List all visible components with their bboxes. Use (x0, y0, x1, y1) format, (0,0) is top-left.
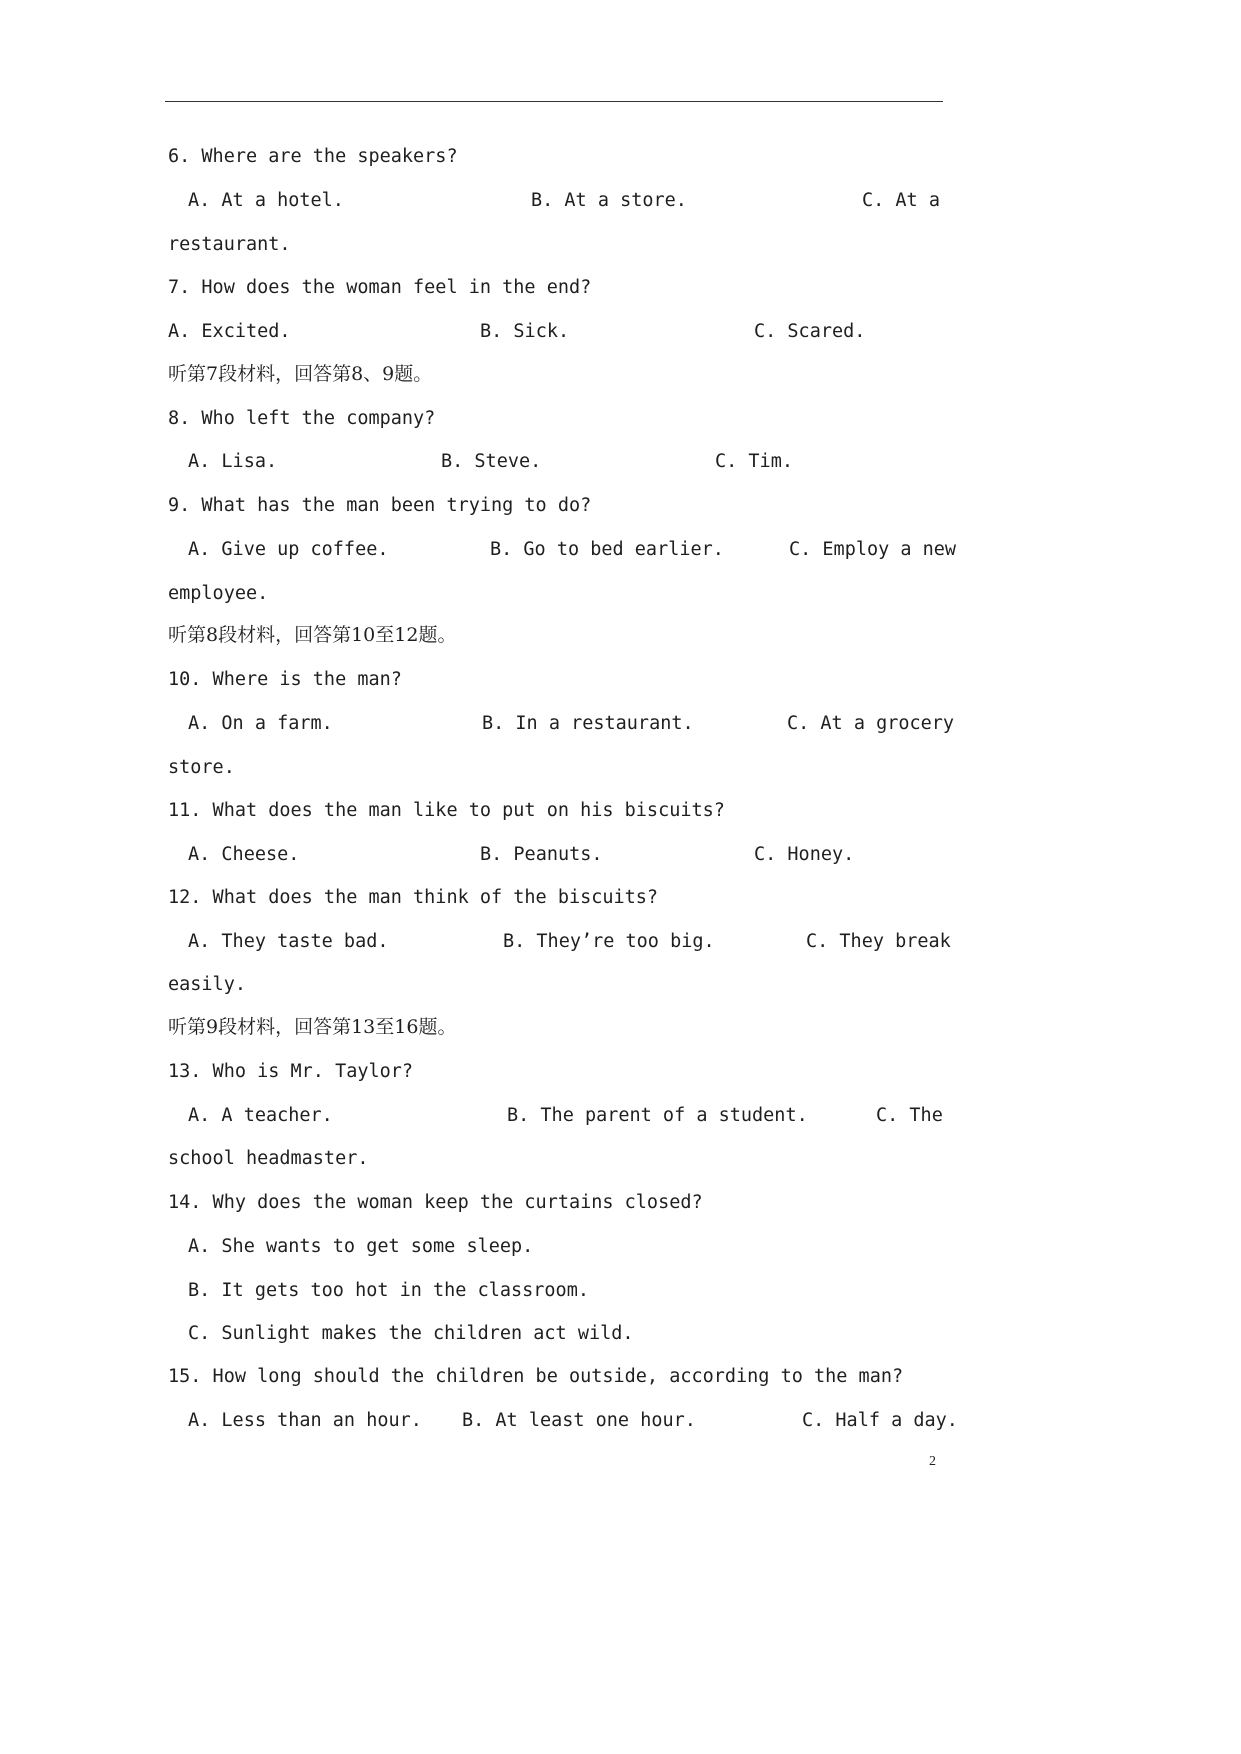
q8-option-a: A. Lisa. (188, 451, 278, 472)
question-14: 14. Why does the woman keep the curtains closed? (168, 1192, 703, 1213)
q7-option-a: A. Excited. (168, 321, 291, 342)
q8-option-b: B. Steve. (441, 451, 542, 472)
q7-option-b: B. Sick. (480, 321, 570, 342)
q13-option-b: B. The parent of a student. (507, 1105, 808, 1126)
q6-option-a: A. At a hotel. (188, 190, 344, 211)
q14-option-a: A. She wants to get some sleep. (188, 1236, 534, 1257)
header-rule (165, 101, 943, 102)
question-8: 8. Who left the company? (168, 408, 436, 429)
q10-option-b: B. In a restaurant. (482, 713, 694, 734)
q10-option-c: C. At a grocery (787, 713, 955, 734)
q11-option-c: C. Honey. (754, 844, 855, 865)
question-15: 15. How long should the children be outside, according to the man? (168, 1366, 904, 1387)
question-12: 12. What does the man think of the biscuits? (168, 887, 659, 908)
question-9: 9. What has the man been trying to do? (168, 495, 592, 516)
q15-option-b: B. At least one hour. (462, 1410, 696, 1431)
question-6: 6. Where are the speakers? (168, 146, 458, 167)
q12-option-a: A. They taste bad. (188, 931, 389, 952)
q10-option-c-continued: store. (168, 757, 235, 778)
q12-option-b: B. They’re too big. (503, 931, 715, 952)
q9-option-b: B. Go to bed earlier. (490, 539, 724, 560)
q13-option-c: C. The (876, 1105, 943, 1126)
q14-option-c: C. Sunlight makes the children act wild. (188, 1323, 634, 1344)
q9-option-c: C. Employ a new (789, 539, 957, 560)
q10-option-a: A. On a farm. (188, 713, 333, 734)
q9-option-c-continued: employee. (168, 583, 269, 604)
q9-option-a: A. Give up coffee. (188, 539, 389, 560)
q15-option-c: C. Half a day. (802, 1410, 958, 1431)
section-9-instruction: 听第9段材料，回答第13至16题。 (168, 1016, 457, 1038)
q8-option-c: C. Tim. (715, 451, 793, 472)
section-7-instruction: 听第7段材料，回答第8、9题。 (168, 363, 433, 385)
q15-option-a: A. Less than an hour. (188, 1410, 422, 1431)
q13-option-a: A. A teacher. (188, 1105, 333, 1126)
q6-option-c: C. At a (862, 190, 940, 211)
question-10: 10. Where is the man? (168, 669, 402, 690)
q6-option-c-continued: restaurant. (168, 234, 291, 255)
q7-option-c: C. Scared. (754, 321, 866, 342)
q11-option-a: A. Cheese. (188, 844, 300, 865)
q11-option-b: B. Peanuts. (480, 844, 603, 865)
page-number: 2 (929, 1454, 936, 1469)
q13-option-c-continued: school headmaster. (168, 1148, 369, 1169)
section-8-instruction: 听第8段材料，回答第10至12题。 (168, 624, 457, 646)
q14-option-b: B. It gets too hot in the classroom. (188, 1280, 589, 1301)
q6-option-b: B. At a store. (531, 190, 687, 211)
question-7: 7. How does the woman feel in the end? (168, 277, 592, 298)
q12-option-c: C. They break (806, 931, 951, 952)
question-11: 11. What does the man like to put on his biscuits? (168, 800, 725, 821)
q12-option-c-continued: easily. (168, 974, 246, 995)
question-13: 13. Who is Mr. Taylor? (168, 1061, 414, 1082)
